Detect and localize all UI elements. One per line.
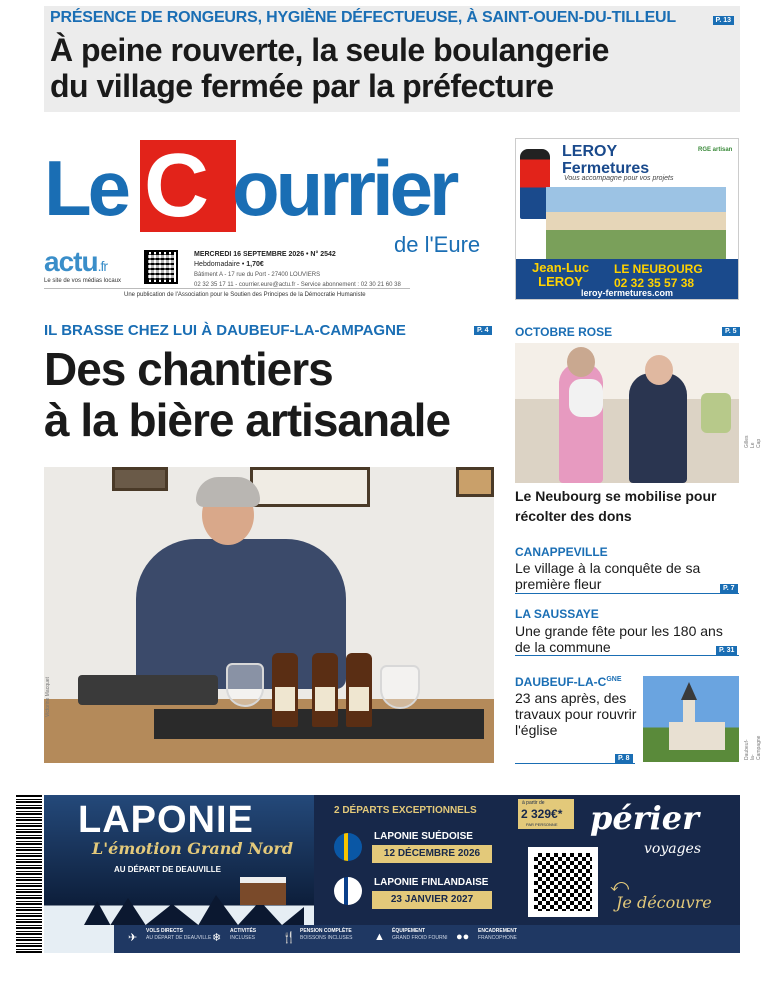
logo-c: C [144, 136, 209, 236]
plane-icon: ✈ [128, 932, 138, 944]
flower-display [701, 393, 731, 433]
ad-leroy-fermetures[interactable] [515, 138, 739, 300]
rose-page-ref: P. 5 [722, 327, 740, 336]
photo-credit: Victorine Macquet [45, 677, 51, 717]
lead-headline-line-2: à la bière artisanale [44, 394, 451, 446]
qr-code-pattern [148, 254, 174, 280]
feature-title: ÉQUIPEMENT [392, 928, 426, 934]
actu-logo-text: actu [44, 246, 98, 277]
publisher-line: Une publication de l'Association pour le Soutien des Principes de la Démocratie Humaniste [124, 292, 366, 298]
woman-face [645, 355, 673, 385]
ad-url[interactable]: leroy-fermetures.com [580, 288, 674, 298]
ad-contact-town [614, 262, 703, 290]
issue-frequency: Hebdomadaire • [194, 261, 245, 268]
top-teaser[interactable] [44, 6, 740, 112]
ad-phone: 02 32 35 57 38 [614, 276, 695, 290]
meal-icon: 🍴 [282, 932, 296, 944]
ad-contact-firstname: Jean-Luc [532, 260, 590, 275]
top-teaser-title-line-1: À peine rouverte, la seule boulangerie [50, 32, 609, 68]
lead-kicker: IL BRASSE CHEZ LUI À DAUBEUF-LA-CAMPAGNE [44, 322, 406, 339]
ad-laponie-headline: 2 DÉPARTS EXCEPTIONNELS [334, 805, 477, 816]
group-icon: ●● [456, 931, 470, 943]
brief-title-la-saussaye[interactable]: Une grande fête pour les 180 ans de la commune [515, 623, 723, 655]
feature-sub: AU DÉPART DE DEAUVILLE [146, 935, 212, 941]
woman-face [567, 347, 595, 377]
feature-equipment [392, 928, 448, 942]
woman-navy [629, 373, 687, 483]
lead-photo[interactable] [44, 467, 494, 763]
brief-page-daubeuf: P. 8 [615, 754, 633, 763]
ad-contact-lastname: LEROY [538, 274, 583, 289]
date-sweden: 12 DÉCEMBRE 2026 [372, 845, 492, 863]
church-spire [681, 682, 697, 700]
ad-laponie-depart: AU DÉPART DE DEAUVILLE [114, 865, 221, 874]
bottle-label [275, 687, 295, 711]
feature-title: PENSION COMPLÈTE [300, 928, 352, 934]
ad-house-photo [546, 187, 726, 259]
issue-date: MERCREDI 16 SEPTEMBRE 2026 • N° 2542 [194, 251, 336, 258]
masthead-rule [44, 288, 410, 289]
church-photo[interactable] [643, 676, 739, 762]
ad-contact-name [532, 261, 589, 289]
ad-leroy-title-1: LEROY [562, 143, 618, 160]
issue-info [194, 250, 401, 290]
dog [569, 379, 603, 417]
top-teaser-page-ref: P. 13 [713, 16, 734, 25]
logo-subtitle: de l'Eure [394, 232, 481, 257]
brief-rule [515, 655, 739, 656]
ad-leroy-tagline: Vous accompagne pour vos projets [564, 175, 674, 182]
feature-sub: GRAND FROID FOURNI [392, 935, 448, 941]
price-value: 2 329€* [521, 807, 563, 821]
rose-kicker: OCTOBRE ROSE [515, 325, 613, 339]
church-photo-credit: Daubeuf-la-Campagne [744, 735, 762, 760]
wall-frame [456, 467, 494, 497]
rose-headline[interactable]: Le Neubourg se mobilise pour récolter des dons [515, 488, 717, 524]
issue-price: 1,70€ [246, 261, 264, 268]
arrow-icon: ⤺ [610, 875, 630, 895]
ad-laponie[interactable] [44, 795, 740, 953]
laptop [78, 675, 218, 705]
ad-leroy-title-2: Fermetures [562, 160, 650, 177]
perier-logo: périer [590, 799, 699, 837]
perier-logo-sub: voyages [644, 841, 702, 857]
bottle-label [315, 687, 335, 711]
top-teaser-title [50, 32, 730, 104]
brief-kicker-canappeville: CANAPPEVILLE [515, 545, 608, 559]
brief-kicker-daubeuf [515, 675, 622, 689]
brief-page-la-saussaye: P. 31 [716, 646, 737, 655]
feature-sub: INCLUSES [230, 935, 256, 941]
jacket-icon: ▲ [374, 931, 385, 943]
bottle-label [349, 687, 369, 711]
lead-headline[interactable] [44, 344, 500, 446]
destination-sweden: LAPONIE SUÉDOISE [374, 831, 473, 842]
rose-photo[interactable] [515, 343, 739, 483]
brief-rule [515, 763, 635, 764]
chalet [240, 877, 286, 905]
issue-contact: 02 32 35 17 11 - courrier.eure@actu.fr - Service abonnement : 02 30 21 60 38 [194, 282, 401, 288]
brief-kicker-la-saussaye: LA SAUSSAYE [515, 607, 599, 621]
destination-finland: LAPONIE FINLANDAISE [374, 877, 489, 888]
wall-frame [250, 467, 370, 507]
cta-je-decouvre[interactable]: Je découvre [616, 893, 712, 912]
beer-glass [226, 663, 264, 707]
feature-title: ENCADREMENT [478, 928, 517, 934]
feature-sub: FRANCOPHONE [478, 935, 517, 941]
church-tower [683, 698, 695, 728]
finland-flag-icon [334, 877, 362, 905]
brief-page-canappeville: P. 7 [720, 584, 738, 593]
rose-photo-credit: Gilles Le Cap [744, 435, 762, 448]
ad-town-name: LE NEUBOURG [614, 262, 703, 276]
feature-flights [146, 928, 211, 942]
feature-title: ACTIVITÉS [230, 928, 257, 934]
logo-le: Le [44, 144, 128, 232]
actu-logo[interactable] [44, 246, 107, 278]
ad-laponie-title: LAPONIE [78, 799, 254, 841]
brief-title-daubeuf[interactable]: 23 ans après, des travaux pour rouvrir l'église [515, 690, 637, 738]
feature-title: VOLS DIRECTS [146, 928, 183, 934]
feature-activities [230, 928, 256, 942]
rge-badge: RGE artisan [698, 147, 733, 153]
logo-ourrier: ourrier [232, 144, 456, 232]
top-teaser-kicker: PRÉSENCE DE RONGEURS, HYGIÈNE DÉFECTUEUSE, À SAINT-OUEN-DU-TILLEUL [50, 9, 676, 26]
price-suffix: PAR PERSONNE [526, 822, 558, 827]
feature-sub: BOISSONS INCLUSES [300, 935, 353, 941]
snowflake-icon: ❄ [212, 932, 222, 944]
brief-kicker-daubeuf-sup: GNE [606, 676, 622, 683]
lead-page-ref: P. 4 [474, 326, 492, 335]
date-finland: 23 JANVIER 2027 [372, 891, 492, 909]
lead-headline-line-1: Des chantiers [44, 343, 333, 395]
church-nave [669, 722, 725, 750]
barcode-icon [16, 795, 42, 953]
price-prefix: à partir de [522, 800, 545, 806]
ad-leroy-title [562, 143, 649, 177]
actu-tagline: Le site de vos médias locaux [44, 278, 122, 284]
issue-address: Bâtiment A - 17 rue du Port - 27400 LOUVIERS [194, 272, 321, 278]
masthead [44, 138, 500, 303]
brief-rule [515, 593, 739, 594]
beer-glass [380, 665, 420, 709]
top-teaser-title-line-2: du village fermée par la préfecture [50, 68, 554, 104]
feature-guides [478, 928, 517, 942]
person-hair [196, 477, 260, 507]
feature-board [300, 928, 353, 942]
wall-frame [112, 467, 168, 491]
brief-kicker-daubeuf-text: DAUBEUF-LA-C [515, 675, 607, 689]
sweden-flag-icon [334, 833, 362, 861]
issue-frequency-line [194, 260, 401, 270]
ad-laponie-subtitle: L'émotion Grand Nord [92, 839, 294, 858]
actu-logo-fr: .fr [97, 258, 108, 274]
qr-code-pattern [534, 853, 592, 911]
brief-title-canappeville[interactable]: Le village à la conquête de sa première fleur [515, 560, 701, 592]
